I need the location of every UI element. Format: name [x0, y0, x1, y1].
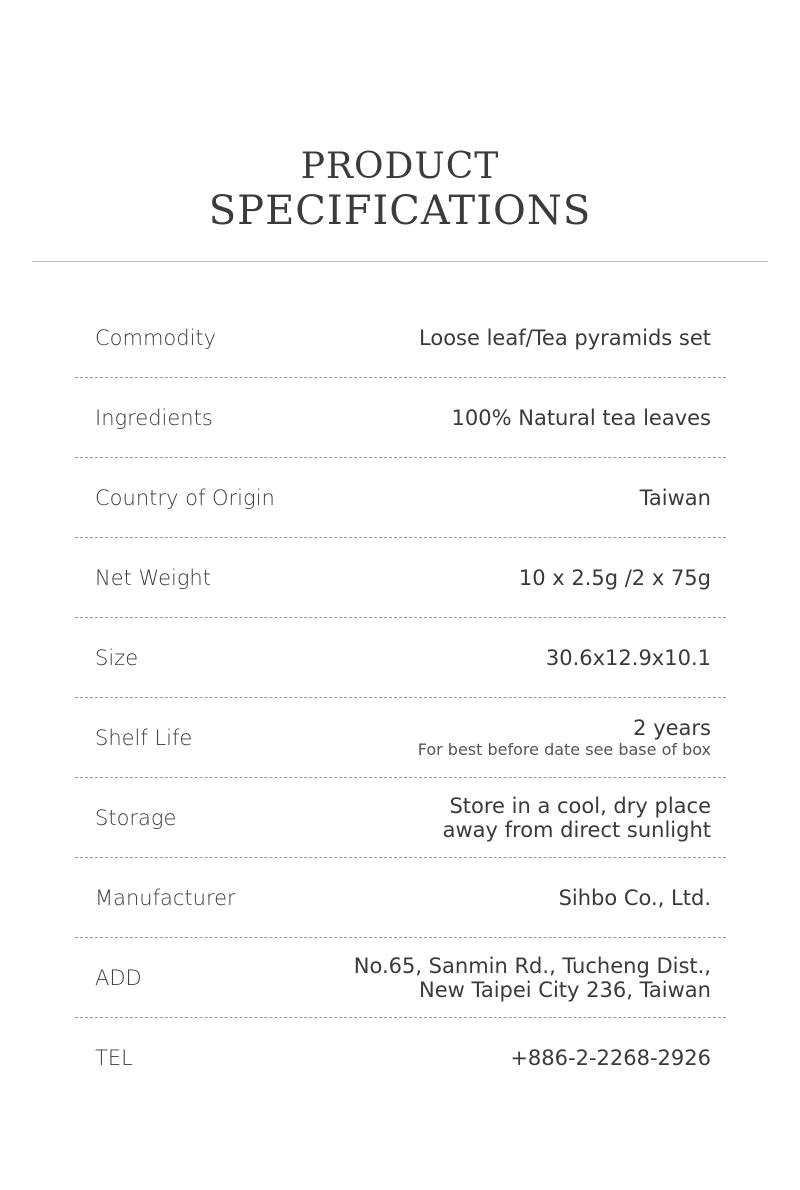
spec-label: Storage — [95, 805, 177, 830]
spec-label: Shelf Life — [95, 725, 193, 750]
spec-value: No.65, Sanmin Rd., Tucheng Dist., — [353, 953, 711, 978]
spec-row-commodity — [75, 298, 726, 378]
spec-label: ADD — [95, 965, 142, 990]
spec-value-line-2: away from direct sunlight — [442, 817, 711, 842]
spec-value-note: For best before date see base of box — [417, 739, 711, 759]
spec-value: 30.6x12.9x10.1 — [545, 645, 711, 670]
spec-label: Net Weight — [95, 565, 211, 590]
spec-value-container — [452, 378, 711, 457]
spec-value-container — [640, 458, 711, 537]
title-line-2: SPECIFICATIONS — [208, 188, 592, 234]
spec-value: 10 x 2.5g /2 x 75g — [518, 565, 711, 590]
spec-value: +886-2-2268-2926 — [510, 1045, 711, 1070]
spec-label: Country of Origin — [95, 485, 275, 510]
title-line-1: PRODUCT — [300, 146, 500, 187]
spec-value-container — [419, 298, 711, 377]
spec-value-container — [443, 778, 711, 857]
spec-label: Ingredients — [95, 405, 213, 430]
spec-value: Loose leaf/Tea pyramids set — [419, 325, 711, 350]
spec-value: Taiwan — [639, 485, 711, 510]
spec-value-container — [510, 1018, 711, 1097]
spec-value: Sihbo Co., Ltd. — [558, 885, 711, 910]
spec-row-address — [75, 938, 726, 1018]
spec-row-manufacturer — [75, 858, 726, 938]
page-title — [0, 146, 800, 234]
spec-row-country-of-origin — [75, 458, 726, 538]
spec-label: Commodity — [95, 325, 217, 350]
spec-value-container — [354, 938, 711, 1017]
spec-label: TEL — [95, 1045, 133, 1070]
spec-value: 2 years — [633, 715, 711, 740]
spec-row-size — [75, 618, 726, 698]
spec-row-net-weight — [75, 538, 726, 618]
title-divider — [32, 261, 768, 262]
spec-table — [75, 298, 726, 1098]
spec-value-container — [559, 858, 711, 937]
spec-label: Manufacturer — [95, 885, 236, 910]
spec-value: Store in a cool, dry place — [449, 793, 711, 818]
spec-value-container — [546, 618, 711, 697]
spec-row-storage — [75, 778, 726, 858]
spec-value: 100% Natural tea leaves — [451, 405, 711, 430]
spec-value-line-2: New Taipei City 236, Taiwan — [419, 977, 711, 1002]
spec-value-container — [418, 698, 711, 777]
spec-row-shelf-life — [75, 698, 726, 778]
spec-row-tel — [75, 1018, 726, 1098]
spec-label: Size — [95, 645, 139, 670]
spec-value-container — [519, 538, 711, 617]
spec-row-ingredients — [75, 378, 726, 458]
